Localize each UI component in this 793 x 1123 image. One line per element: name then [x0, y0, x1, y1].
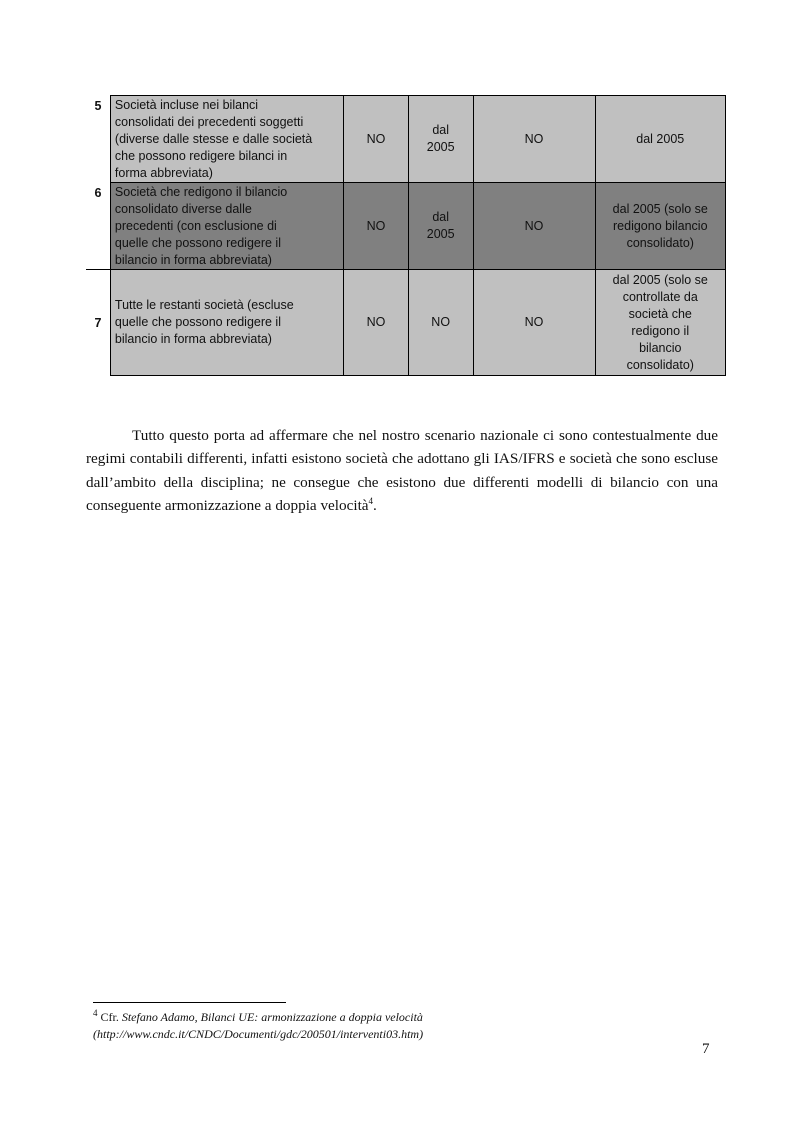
cell-col4: dal 2005	[595, 96, 725, 183]
footnote-citation: Stefano Adamo, Bilanci UE: armonizzazione a doppia velocità	[121, 1010, 423, 1024]
row-description: Società incluse nei bilanci consolidati dei precedenti soggetti (diverse dalle stesse e dalle società che possono redigere bilanci in forma abbreviata)	[110, 96, 343, 183]
table-row	[86, 96, 726, 183]
row-description: Società che redigono il bilancio consolidato diverse dalle precedenti (con esclusione di quelle che possono redigere il bilancio in forma abbreviata)	[110, 183, 343, 270]
row-number: 7	[86, 270, 110, 376]
page-number: 7	[702, 1041, 710, 1057]
footnote-reference: 4	[368, 496, 374, 507]
row-number: 6	[86, 183, 110, 270]
body-paragraph: Tutto questo porta ad affermare che nel nostro scenario nazionale ci sono contestualmente due regimi contabili differenti, infatti esistono società che adottano gli IAS/IFRS e società che sono escluse dall’ambito della disciplina; ne consegue che esistono due differenti modelli di bilancio con una conseguente armonizzazione a doppia velocità$^4$.	[86, 427, 718, 515]
footnote-url: (http://www.cndc.it/CNDC/Documenti/gdc/200501/interventi03.htm)	[93, 1027, 424, 1041]
row-description: Tutte le restanti società (escluse quelle che possono redigere il bilancio in forma abbreviata)	[110, 270, 343, 376]
cell-col4: dal 2005 (solo se controllate da società che redigono il bilancio consolidato)	[595, 270, 725, 376]
table-row	[86, 183, 726, 270]
cell-col3: NO	[473, 270, 595, 376]
cell-col3: NO	[473, 183, 595, 270]
cell-col2: dal 2005	[408, 183, 473, 270]
footnote-marker: 4	[93, 1008, 98, 1018]
cell-col1: NO	[344, 270, 409, 376]
footnote: $^4$ Cfr. Stefano Adamo, Bilanci UE: armonizzazione a doppia velocità (http://www.cndc.it/CNDC/Documenti/gdc/200501/interventi03.htm)	[93, 1008, 424, 1041]
cell-col2: NO	[408, 270, 473, 376]
footnote-separator	[93, 1002, 286, 1003]
cell-col4: dal 2005 (solo se redigono bilancio consolidato)	[595, 183, 725, 270]
companies-table	[86, 95, 726, 376]
cell-col1: NO	[344, 96, 409, 183]
table-row	[86, 270, 726, 376]
cell-col3: NO	[473, 96, 595, 183]
cell-col2: dal 2005	[408, 96, 473, 183]
cell-col1: NO	[344, 183, 409, 270]
row-number: 5	[86, 96, 110, 183]
